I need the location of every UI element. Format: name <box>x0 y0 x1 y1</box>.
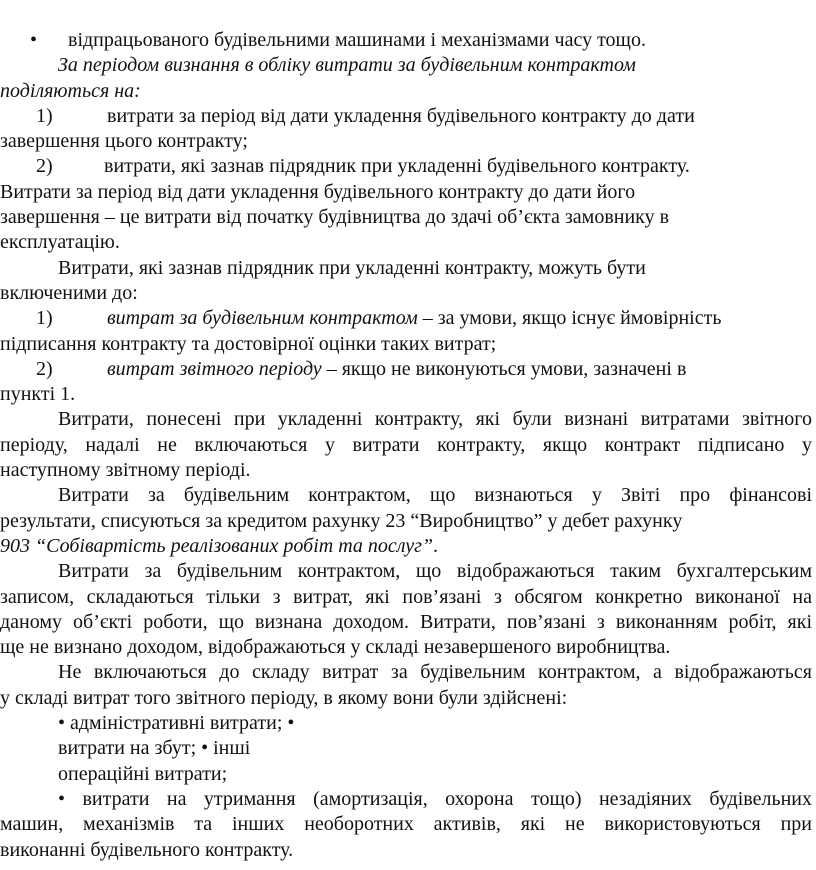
item-number: 2) <box>36 155 53 178</box>
paragraph-line: результати, списуються за кредитом рахунку 23 “Виробництво” у дебет рахунку <box>0 509 683 532</box>
paragraph-line: експлуатацію. <box>0 231 120 254</box>
paragraph-line: Витрати за будівельним контрактом, що визнаються у Звіті про фінансові <box>58 484 812 507</box>
paragraph-line: виконанні будівельного контракту. <box>0 838 294 861</box>
paragraph-line: Витрати за будівельним контрактом, що відображаються таким бухгалтерським <box>58 560 812 583</box>
paragraph-line: ще не визнано доходом, відображаються у складі незавершеного виробництва. <box>0 636 671 659</box>
item-number: 1) <box>36 307 53 330</box>
paragraph-line: Витрати, які зазнав підрядник при укладенні контракту, можуть бути <box>58 256 646 279</box>
paragraph-line: даному об’єкті роботи, що визнана доходом. Витрати, пов’язані з виконанням робіт, які <box>0 610 812 633</box>
paragraph-line: завершення – це витрати від початку будівництва до здачі об’єкта замовнику в <box>0 206 670 229</box>
bullet: • <box>30 29 38 51</box>
paragraph-line: записом, складаються тільки з витрат, які пов’язані з обсягом конкретно виконаної на <box>0 585 812 608</box>
paragraph-text: витрати, які зазнав підрядник при укладенні будівельного контракту. <box>104 155 690 178</box>
paragraph-line: періоду, надалі не включаються у витрати контракту, якщо контракт підписано у <box>0 433 812 456</box>
italic-term: 903 “Собівартість реалізованих робіт та послуг” <box>0 534 434 557</box>
list-item <box>0 28 812 53</box>
italic-heading: За періодом визнання в обліку витрати за будівельним контрактом <box>58 54 636 77</box>
paragraph-line <box>0 53 812 78</box>
item-number: 1) <box>36 104 53 127</box>
paragraph-text: витрати за період від дати укладення будівельного контракту до дати <box>107 104 695 127</box>
paragraph-line: підписання контракту та достовірної оцінки таких витрат; <box>0 332 497 355</box>
paragraph-text: – якщо не виконуються умови, зазначені в <box>321 357 687 380</box>
paragraph-line: машин, механізмів та інших необоротних активів, які не використовуються при <box>0 813 812 836</box>
numbered-item <box>0 306 812 331</box>
paragraph-line: Витрати за період від дати укладення будівельного контракту до дати його <box>0 180 636 203</box>
document-page <box>0 28 812 863</box>
paragraph-line <box>0 79 812 104</box>
list-item: • витрати на утримання (амортизація, охорона тощо) незадіяних будівельних <box>58 787 812 810</box>
list-item: • адміністративні витрати; • <box>58 712 295 735</box>
paragraph-line: включеними до: <box>0 281 138 304</box>
numbered-item <box>0 357 812 382</box>
paragraph-line: завершення цього контракту; <box>0 130 248 153</box>
paragraph-line: у складі витрат того звітного періоду, в якому вони були здійснені: <box>0 686 568 709</box>
italic-heading: поділяються на: <box>0 79 141 102</box>
list-item: витрати на збут; • інші <box>58 737 251 760</box>
list-item: операційні витрати; <box>58 762 228 785</box>
paragraph-line: наступному звітному періоді. <box>0 459 251 482</box>
numbered-item <box>0 104 812 129</box>
paragraph-line <box>0 534 812 559</box>
numbered-item <box>0 154 812 179</box>
paragraph-line: Витрати, понесені при укладенні контракту, які були визнані витратами звітного <box>58 408 812 431</box>
paragraph-line: пункті 1. <box>0 383 76 406</box>
paragraph-text: – за умови, якщо існує ймовірність <box>417 307 722 330</box>
paragraph-text: . <box>433 534 439 557</box>
italic-term: витрат звітного періоду <box>107 357 322 380</box>
item-number: 2) <box>36 357 53 380</box>
paragraph-text: відпрацьованого будівельними машинами і механізмами часу тощо. <box>68 29 646 51</box>
paragraph-line: Не включаються до складу витрат за будівельним контрактом, а відображаються <box>58 661 812 684</box>
italic-term: витрат за будівельним контрактом <box>107 307 418 330</box>
